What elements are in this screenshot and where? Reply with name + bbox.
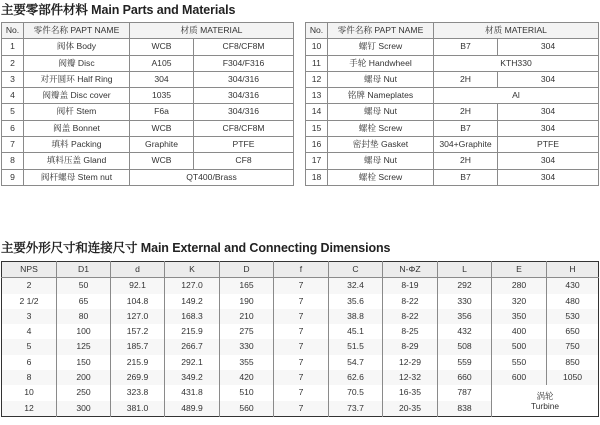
dims-cell: 7	[274, 324, 329, 339]
dims-cell: 508	[438, 339, 492, 354]
parts-row	[306, 153, 599, 169]
dims-cell: 650	[547, 324, 599, 339]
dims-cell: 127.0	[165, 278, 220, 294]
part-material-2: 304	[498, 104, 599, 120]
part-name: 螺母 Nut	[328, 104, 434, 120]
part-material-1: WCB	[130, 120, 194, 136]
dims-cell: 100	[57, 324, 111, 339]
dims-row	[2, 309, 599, 324]
parts-row	[2, 169, 294, 185]
parts-row	[306, 169, 599, 185]
dims-cell: 165	[220, 278, 274, 294]
dims-cell: 381.0	[111, 401, 165, 417]
dims-cell: 355	[220, 355, 274, 370]
dims-cell: 5	[2, 339, 57, 354]
parts-row	[306, 120, 599, 136]
part-name: 螺栓 Screw	[328, 120, 434, 136]
dims-header-cell: d	[111, 262, 165, 278]
dims-header-cell: K	[165, 262, 220, 278]
dims-cell: 320	[492, 294, 547, 309]
dims-cell: 62.6	[329, 370, 383, 385]
dims-cell: 292.1	[165, 355, 220, 370]
dims-header-cell: D	[220, 262, 274, 278]
dims-cell: 7	[274, 309, 329, 324]
dims-cell: 8-22	[383, 294, 438, 309]
dims-row	[2, 370, 599, 385]
parts-row	[306, 88, 599, 104]
parts-row	[2, 120, 294, 136]
dims-cell: 2	[2, 278, 57, 294]
dims-row	[2, 324, 599, 339]
dims-cell: 190	[220, 294, 274, 309]
part-material-1: 304	[130, 71, 194, 87]
dims-cell: 215.9	[165, 324, 220, 339]
dims-cell: 510	[220, 385, 274, 400]
dims-cell: 1050	[547, 370, 599, 385]
part-material-1: B7	[434, 39, 498, 55]
dims-cell: 215.9	[111, 355, 165, 370]
part-material-2: PTFE	[194, 137, 294, 153]
dims-cell: 431.8	[165, 385, 220, 400]
dims-row	[2, 355, 599, 370]
dims-cell: 275	[220, 324, 274, 339]
parts-header-row	[2, 23, 294, 39]
dims-cell: 35.6	[329, 294, 383, 309]
part-no: 4	[2, 88, 24, 104]
dims-header-row	[2, 262, 599, 278]
part-material-2: CF8/CF8M	[194, 39, 294, 55]
part-no: 17	[306, 153, 328, 169]
part-material-1: 304+Graphite	[434, 137, 498, 153]
part-material-2: 304	[498, 169, 599, 185]
part-name: 阀体 Body	[24, 39, 130, 55]
part-name: 阀杆螺母 Stem nut	[24, 169, 130, 185]
dims-cell: 330	[220, 339, 274, 354]
dims-cell: 45.1	[329, 324, 383, 339]
dims-cell: 20-35	[383, 401, 438, 417]
dims-cell: 12-32	[383, 370, 438, 385]
part-material-2: 304/316	[194, 88, 294, 104]
dims-header-cell: H	[547, 262, 599, 278]
dims-cell: 185.7	[111, 339, 165, 354]
part-material-1: WCB	[130, 39, 194, 55]
dims-cell: 4	[26, 326, 32, 337]
dims-cell: 330	[438, 294, 492, 309]
dims-cell: 150	[57, 355, 111, 370]
dims-header-cell: f	[274, 262, 329, 278]
part-material-1: Graphite	[130, 137, 194, 153]
part-name: 螺母 Nut	[328, 153, 434, 169]
part-material-2: 304	[498, 153, 599, 169]
dims-cell: 420	[220, 370, 274, 385]
dims-cell: 12	[2, 401, 57, 417]
dims-cell: 7	[274, 294, 329, 309]
turbine-label-cn: 涡轮	[536, 390, 554, 401]
dims-cell: 8	[2, 370, 57, 385]
part-no: 18	[306, 169, 328, 185]
part-material: KTH330	[434, 55, 599, 71]
dims-cell: 3	[2, 309, 57, 324]
dims-cell: 600	[492, 370, 547, 385]
dims-cell: 54.7	[329, 355, 383, 370]
dims-cell: 432	[438, 324, 492, 339]
dims-cell: 480	[547, 294, 599, 309]
part-no: 1	[2, 39, 24, 55]
parts-header-row	[306, 23, 599, 39]
part-no: 13	[306, 88, 328, 104]
dims-cell: 125	[57, 339, 111, 354]
part-material-2: 304	[498, 120, 599, 136]
part-name: 螺钉 Screw	[328, 39, 434, 55]
dims-row	[2, 385, 599, 400]
header-part-name: 零件名称 PAPT NAME	[24, 23, 130, 39]
part-no: 11	[306, 55, 328, 71]
dims-header-cell: C	[329, 262, 383, 278]
parts-title: 主要零部件材料 Main Parts and Materials	[1, 3, 236, 17]
dims-cell: 7	[274, 339, 329, 354]
dims-header-cell: N-ΦZ	[383, 262, 438, 278]
part-material-1: B7	[434, 169, 498, 185]
part-name: 密封垫 Gasket	[328, 137, 434, 153]
part-no: 6	[2, 120, 24, 136]
parts-row	[2, 153, 294, 169]
dims-cell: 500	[492, 339, 547, 354]
dims-cell: 7	[274, 370, 329, 385]
part-name: 手轮 Handwheel	[328, 55, 434, 71]
part-name: 阀盖 Bonnet	[24, 120, 130, 136]
dims-cell: 838	[438, 401, 492, 417]
dims-cell: 559	[438, 355, 492, 370]
parts-row	[2, 88, 294, 104]
part-name: 阀瓣盖 Disc cover	[24, 88, 130, 104]
dims-header-cell: E	[492, 262, 547, 278]
dims-cell: 7	[274, 278, 329, 294]
dims-cell: 266.7	[165, 339, 220, 354]
dims-cell: 430	[547, 278, 599, 294]
dims-cell: 269.9	[111, 370, 165, 385]
dims-cell: 292	[438, 278, 492, 294]
part-material-2: 304/316	[194, 104, 294, 120]
dims-cell: 10	[24, 387, 34, 398]
dims-cell: 104.8	[111, 294, 165, 309]
dims-cell: 12-29	[383, 355, 438, 370]
dims-cell: 210	[220, 309, 274, 324]
dims-cell: 750	[547, 339, 599, 354]
part-material-2: 304/316	[194, 71, 294, 87]
dims-cell: 356	[438, 309, 492, 324]
dims-cell: 8-19	[383, 278, 438, 294]
parts-row	[306, 71, 599, 87]
part-no: 8	[2, 153, 24, 169]
parts-row	[2, 55, 294, 71]
part-no: 7	[2, 137, 24, 153]
part-no: 2	[2, 55, 24, 71]
dims-cell: 280	[492, 278, 547, 294]
parts-row	[2, 137, 294, 153]
dims-cell: 127.0	[111, 309, 165, 324]
dims-cell: 200	[57, 370, 111, 385]
header-no: No.	[306, 23, 328, 39]
dims-header-cell: D1	[57, 262, 111, 278]
dims-cell: 787	[438, 385, 492, 400]
dimensions-table	[1, 261, 599, 417]
dims-cell: 300	[57, 401, 111, 417]
part-material-1: 2H	[434, 71, 498, 87]
part-no: 5	[2, 104, 24, 120]
part-material: QT400/Brass	[130, 169, 294, 185]
dims-cell: 560	[220, 401, 274, 417]
dims-cell: 168.3	[165, 309, 220, 324]
part-name: 填料压盖 Gland	[24, 153, 130, 169]
dims-cell: 149.2	[165, 294, 220, 309]
part-name: 铭牌 Nameplates	[328, 88, 434, 104]
dims-cell: 250	[57, 385, 111, 400]
part-material-1: 1035	[130, 88, 194, 104]
dims-cell: 73.7	[329, 401, 383, 417]
dims-header-cell: NPS	[2, 262, 57, 278]
dims-cell: 350	[492, 309, 547, 324]
header-material: 材质 MATERIAL	[434, 23, 599, 39]
part-material-1: WCB	[130, 153, 194, 169]
dims-cell: 8-25	[383, 324, 438, 339]
parts-row	[2, 39, 294, 55]
dims-cell: 850	[547, 355, 599, 370]
dims-cell: 7	[274, 385, 329, 400]
part-name: 填料 Packing	[24, 137, 130, 153]
dims-cell: 489.9	[165, 401, 220, 417]
part-material-2: 304	[498, 71, 599, 87]
part-no: 3	[2, 71, 24, 87]
part-no: 10	[306, 39, 328, 55]
part-name: 阀杆 Stem	[24, 104, 130, 120]
dims-cell: 7	[274, 355, 329, 370]
dims-cell: 7	[274, 401, 329, 417]
part-material-1: F6a	[130, 104, 194, 120]
parts-row	[2, 104, 294, 120]
dims-header-cell: L	[438, 262, 492, 278]
dims-cell: 8-22	[383, 309, 438, 324]
dims-cell: 92.1	[111, 278, 165, 294]
part-material-2: F304/F316	[194, 55, 294, 71]
part-material-2: CF8	[194, 153, 294, 169]
header-no: No.	[2, 23, 24, 39]
dims-cell: 400	[492, 324, 547, 339]
part-no: 16	[306, 137, 328, 153]
parts-row	[306, 55, 599, 71]
turbine-cell	[492, 385, 599, 416]
part-name: 阀瓣 Disc	[24, 55, 130, 71]
parts-row	[306, 137, 599, 153]
parts-row	[2, 71, 294, 87]
dims-cell: 660	[438, 370, 492, 385]
part-name: 螺栓 Screw	[328, 169, 434, 185]
parts-table-left	[1, 22, 294, 186]
dims-cell: 157.2	[111, 324, 165, 339]
dims-cell: 530	[547, 309, 599, 324]
dims-row	[2, 339, 599, 354]
part-material-1: A105	[130, 55, 194, 71]
part-material-1: 2H	[434, 104, 498, 120]
dims-cell: 16-35	[383, 385, 438, 400]
part-no: 12	[306, 71, 328, 87]
header-part-name: 零件名称 PAPT NAME	[328, 23, 434, 39]
dims-title: 主要外形尺寸和连接尺寸 Main External and Connecting Dimensions	[1, 241, 391, 255]
dims-cell: 50	[57, 278, 111, 294]
part-no: 14	[306, 104, 328, 120]
parts-table-right	[305, 22, 599, 186]
dims-cell: 2 1/2	[19, 295, 39, 306]
part-material-2: CF8/CF8M	[194, 120, 294, 136]
parts-row	[306, 39, 599, 55]
dims-cell: 65	[57, 294, 111, 309]
dims-cell: 80	[57, 309, 111, 324]
parts-row	[306, 104, 599, 120]
turbine-label-en: Turbine	[530, 400, 560, 411]
part-name: 螺母 Nut	[328, 71, 434, 87]
dims-row	[2, 278, 599, 294]
part-no: 9	[2, 169, 24, 185]
part-material-2: 304	[498, 39, 599, 55]
dims-cell: 32.4	[329, 278, 383, 294]
part-material-1: 2H	[434, 153, 498, 169]
part-name: 对开圆环 Half Ring	[24, 71, 130, 87]
part-material-1: B7	[434, 120, 498, 136]
dims-cell: 70.5	[329, 385, 383, 400]
dims-cell: 349.2	[165, 370, 220, 385]
dims-row	[2, 294, 599, 309]
dims-cell: 550	[492, 355, 547, 370]
dims-cell: 51.5	[329, 339, 383, 354]
part-material-2: PTFE	[498, 137, 599, 153]
part-material: Al	[434, 88, 599, 104]
part-no: 15	[306, 120, 328, 136]
dims-cell: 8-29	[383, 339, 438, 354]
dims-cell: 38.8	[329, 309, 383, 324]
dims-cell: 6	[26, 356, 32, 367]
header-material: 材质 MATERIAL	[130, 23, 294, 39]
dims-cell: 323.8	[111, 385, 165, 400]
